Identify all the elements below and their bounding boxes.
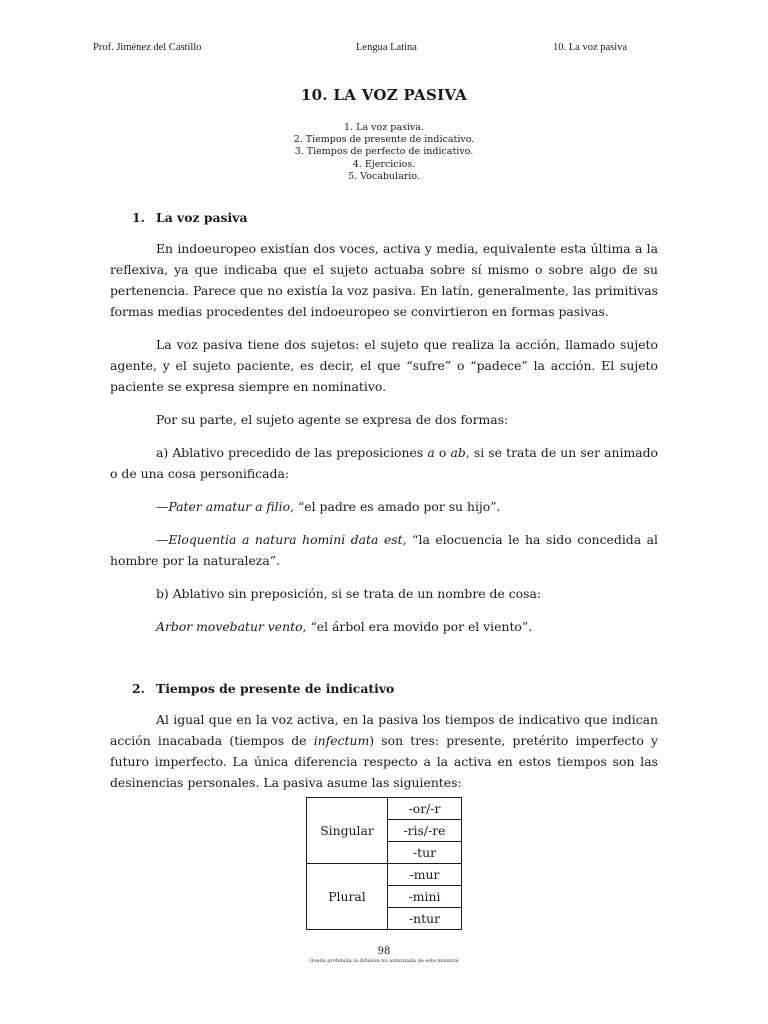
latin-example: —Pater amatur a filio, — [156, 499, 294, 514]
singular-label: Singular — [307, 798, 388, 864]
header-chapter: 10. La voz pasiva — [553, 42, 628, 53]
toc-item: 2. Tiempos de presente de indicativo. — [293, 134, 475, 146]
main-content — [110, 207, 658, 793]
plural-label: Plural — [307, 864, 388, 930]
section-number: 1. — [132, 210, 145, 225]
section-heading — [110, 207, 658, 228]
latin-example: Arbor movebatur vento, — [156, 619, 307, 634]
latin-term: ab — [450, 445, 466, 460]
section-title: Tiempos de presente de indicativo — [156, 681, 395, 696]
page-number: 98 — [377, 946, 391, 957]
example — [110, 616, 658, 637]
text-run: Al igual que en la voz activa, en la pasiva los tiempos de indicativo que indican acción inacabada (tiempos de — [110, 712, 658, 748]
latin-term: infectum — [313, 733, 370, 748]
header-author: Prof. Jiménez del Castillo — [93, 42, 202, 53]
translation: “el padre es amado por su hijo”. — [294, 499, 501, 514]
text-run: ) son tres: presente, pretérito imperfecto y futuro imperfecto. La única diferencia respecto a la activa en estos tiempos son las desinencias personales. La pasiva asume las siguientes: — [110, 733, 658, 790]
toc-item: 3. Tiempos de perfecto de indicativo. — [294, 146, 474, 158]
example — [110, 529, 658, 571]
section-number: 2. — [132, 681, 145, 696]
ending-cell: -mini — [388, 886, 462, 908]
text-run: a) Ablativo precedido de las preposiciones — [156, 445, 428, 460]
latin-term: a — [427, 445, 435, 460]
translation: “el árbol era movido por el viento”. — [306, 619, 533, 634]
paragraph: b) Ablativo sin preposición, si se trata de un nombre de cosa: — [156, 586, 542, 601]
page-title: 10. LA VOZ PASIVA — [300, 86, 468, 104]
example — [110, 496, 658, 517]
ending-cell: -or/-r — [388, 798, 462, 820]
ending-cell: -ntur — [388, 908, 462, 930]
toc-item: 5. Vocabulario. — [348, 170, 420, 182]
paragraph: Por su parte, el sujeto agente se expresa de dos formas: — [156, 412, 509, 427]
translation: “la elocuencia le ha sido concedida al hombre por la naturaleza”. — [110, 532, 659, 568]
text-run: o — [434, 445, 451, 460]
paragraph: La voz pasiva tiene dos sujetos: el sujeto que realiza la acción, llamado sujeto agente, y el sujeto paciente, es decir, el que “sufre” o “padece” la acción. El sujeto paciente se expresa siempre en nominativo. — [110, 337, 658, 394]
section-title: La voz pasiva — [156, 210, 248, 225]
toc-item: 1. La voz pasiva. — [344, 122, 424, 133]
ending-cell: -ris/-re — [388, 820, 462, 842]
latin-example: —Eloquentia a natura homini data est, — [156, 532, 407, 547]
paragraph — [110, 709, 658, 793]
section-heading — [110, 678, 658, 699]
header-subject: Lengua Latina — [356, 42, 417, 53]
ending-cell: -mur — [388, 864, 462, 886]
paragraph: En indoeuropeo existían dos voces, activa y media, equivalente esta última a la reflexiva, ya que indicaba que el sujeto actuaba sobre sí mismo o sobre algo de su pertenencia. Parece que no existía la voz pasiva. En latín, generalmente, las primitivas formas medias procedentes del indoeuropeo se convirtieron en formas pasivas. — [110, 241, 658, 319]
ending-cell: -tur — [388, 842, 462, 864]
footer-notice: Queda prohibida la difusión no autorizada de este material — [309, 958, 459, 964]
table-of-contents — [0, 122, 768, 183]
passive-endings-table — [306, 797, 462, 930]
text-run: , si se trata de un ser animado o de una cosa personificada: — [110, 445, 658, 481]
paragraph — [110, 442, 658, 484]
toc-item: 4. Ejercicios. — [352, 158, 416, 170]
